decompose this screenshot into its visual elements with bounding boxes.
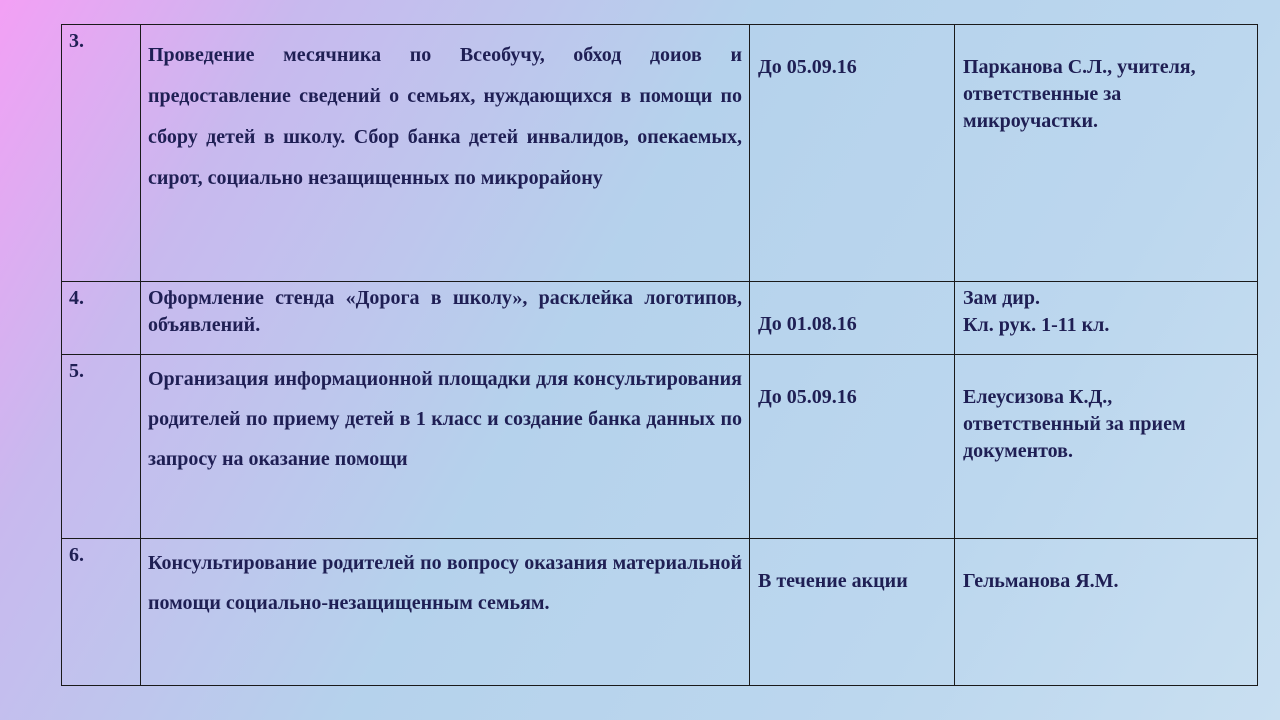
row-number: 6. [69, 544, 84, 566]
row-number: 3. [69, 30, 84, 52]
responsible-cell [955, 25, 1258, 282]
responsible-text: Елеусизова К.Д., ответственный за прием документов. [963, 386, 1186, 462]
table-row [62, 355, 1258, 539]
responsible-cell [955, 355, 1258, 539]
responsible-text: Парканова С.Л., учителя, ответственные за микроучастки. [963, 56, 1196, 132]
responsible-cell [955, 282, 1258, 355]
row-number: 5. [69, 360, 84, 382]
task-text: Организация информационной площадки для консультирования родителей по приему детей в 1 класс и создание банка данных по запросу на оказание помощи [148, 368, 742, 470]
row-number: 4. [69, 287, 84, 309]
task-cell [141, 25, 750, 282]
table-row [62, 282, 1258, 355]
date-cell [750, 282, 955, 355]
responsible-text: Гельманова Я.М. [963, 570, 1119, 592]
responsible-text: Зам дир. Кл. рук. 1-11 кл. [963, 287, 1110, 336]
task-text: Проведение месячника по Всеобучу, обход доиов и предоставление сведений о семьях, нуждающихся в помощи по сбору детей в школу. Сбор банка детей инвалидов, опекаемых, сирот, социально незащищенных по микрорайону [148, 44, 742, 189]
date-cell [750, 539, 955, 686]
task-cell [141, 539, 750, 686]
plan-table [61, 24, 1258, 686]
deadline-text: В течение акции [758, 570, 908, 592]
responsible-cell [955, 539, 1258, 686]
table-row [62, 539, 1258, 686]
task-cell [141, 282, 750, 355]
task-cell [141, 355, 750, 539]
row-number-cell [62, 355, 141, 539]
deadline-text: До 01.08.16 [758, 313, 857, 335]
date-cell [750, 355, 955, 539]
row-number-cell [62, 539, 141, 686]
table-row [62, 25, 1258, 282]
date-cell [750, 25, 955, 282]
row-number-cell [62, 25, 141, 282]
task-text: Консультирование родителей по вопросу оказания материальной помощи социально-незащищенным семьям. [148, 552, 742, 614]
task-text: Оформление стенда «Дорога в школу», расклейка логотипов, объявлений. [148, 287, 742, 336]
deadline-text: До 05.09.16 [758, 56, 857, 78]
deadline-text: До 05.09.16 [758, 386, 857, 408]
row-number-cell [62, 282, 141, 355]
